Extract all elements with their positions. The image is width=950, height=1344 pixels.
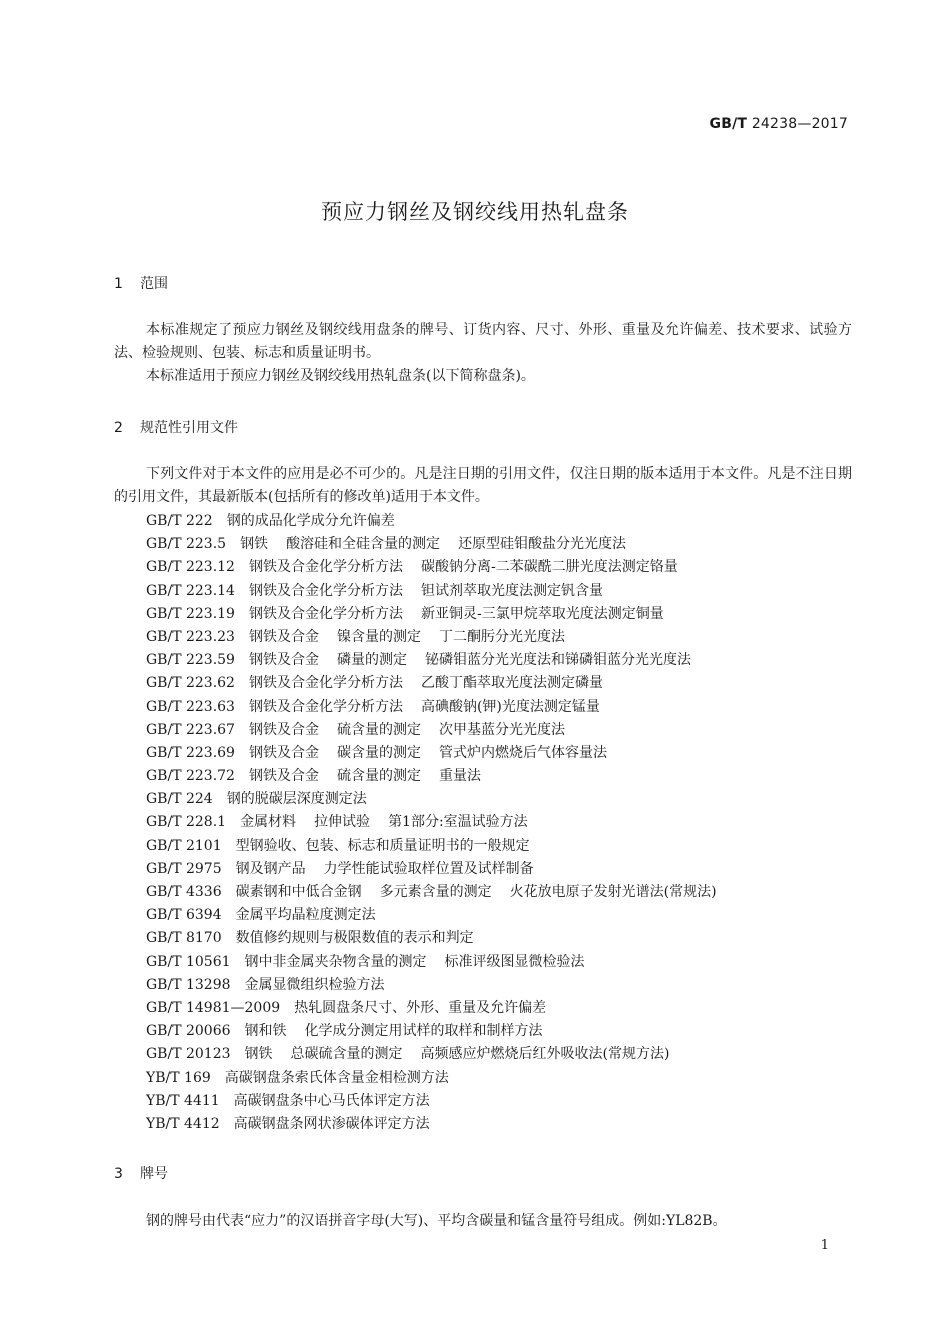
reference-item: [146, 1113, 735, 1136]
reference-title-part: 化学成分测定用试样的取样和制样方法: [304, 1023, 543, 1040]
reference-item: [146, 626, 735, 649]
reference-title-part: 硫含量的测定: [336, 768, 421, 785]
reference-item: [146, 858, 735, 881]
reference-title-part: 次甲基蓝分光光度法: [438, 721, 565, 738]
reference-code: YB/T 4412: [146, 1115, 220, 1132]
reference-code: GB/T 223.69: [146, 744, 235, 761]
reference-title-part: 型钢验收、包装、标志和质量证明书的一般规定: [235, 837, 530, 854]
references-intro-paragraph: 下列文件对于本文件的应用是必不可少的。凡是注日期的引用文件，仅注日期的版本适用于本文件。凡是不注日期的引用文件，其最新版本(包括所有的修改单)适用于本文件。: [114, 466, 852, 505]
reference-title-part: 钢铁及合金化学分析方法: [248, 675, 403, 692]
reference-item: [146, 533, 735, 556]
reference-list: [146, 510, 735, 1136]
grades-paragraph: 钢的牌号由代表“应力”的汉语拼音字母(大写)、平均含碳量和锰含量符号组成。例如:YL82B。: [146, 1213, 727, 1229]
reference-title-part: 磷量的测定: [336, 652, 407, 669]
reference-title-part: 钢铁及合金化学分析方法: [248, 605, 403, 622]
reference-title-part: 酸溶硅和全硅含量的测定: [286, 536, 441, 553]
reference-code: GB/T 223.14: [146, 582, 235, 599]
reference-title-part: 碳素钢和中低合金钢: [235, 884, 362, 900]
reference-item: [146, 997, 735, 1020]
reference-item: [146, 835, 735, 858]
reference-title-part: 高碳钢盘条网状渗碳体评定方法: [233, 1115, 430, 1132]
reference-title-part: 钢铁及合金: [248, 744, 319, 761]
reference-title-part: 镍含量的测定: [336, 628, 421, 645]
page-number: 1: [820, 1238, 829, 1253]
reference-title-part: 硫含量的测定: [336, 721, 421, 738]
reference-code: YB/T 169: [146, 1069, 211, 1086]
reference-title-part: 钢铁: [240, 536, 269, 553]
reference-title-part: 钢铁: [244, 1046, 273, 1063]
reference-code: GB/T 6394: [146, 907, 222, 924]
scope-paragraph-2: 本标准适用于预应力钢丝及钢绞线用热轧盘条(以下简称盘条)。: [146, 368, 535, 384]
reference-item: [146, 603, 735, 626]
reference-code: GB/T 223.12: [146, 559, 235, 576]
section-heading-grades: [114, 1163, 168, 1183]
reference-item: [146, 672, 735, 695]
reference-item: [146, 510, 735, 533]
section-title: 规范性引用文件: [140, 420, 238, 436]
section-number: 3: [114, 1166, 123, 1182]
reference-title-part: 金属材料: [240, 814, 297, 831]
reference-title-part: 热轧圆盘条尺寸、外形、重量及允许偏差: [294, 999, 547, 1016]
reference-code: GB/T 20066: [146, 1023, 231, 1040]
reference-code: GB/T 8170: [146, 930, 222, 947]
reference-title-part: 高碳钢盘条索氏体含量金相检测方法: [224, 1069, 449, 1086]
reference-item: [146, 811, 735, 834]
reference-item: [146, 951, 735, 974]
reference-title-part: 多元素含量的测定: [379, 884, 492, 900]
reference-title-part: 拉伸试验: [314, 814, 371, 831]
reference-code: GB/T 2975: [146, 860, 222, 877]
reference-title-part: 金属显微组织检验方法: [244, 976, 385, 993]
scope-paragraph-1: 本标准规定了预应力钢丝及钢绞线用盘条的牌号、订货内容、尺寸、外形、重量及允许偏差、技术要求、试验方法、检验规则、包装、标志和质量证明书。: [114, 322, 852, 361]
reference-item: [146, 580, 735, 603]
reference-item: [146, 765, 735, 788]
reference-title-part: 钢铁及合金: [248, 721, 319, 738]
standard-code: [710, 116, 848, 132]
reference-title-part: 铋磷钼蓝分光光度法和锑磷钼蓝分光光度法: [424, 652, 691, 669]
reference-item: [146, 1067, 735, 1090]
reference-code: GB/T 224: [146, 791, 213, 808]
section-heading-normative-references: [114, 417, 238, 437]
reference-item: [146, 556, 735, 579]
reference-code: GB/T 223.59: [146, 652, 235, 669]
reference-title-part: 钢铁及合金化学分析方法: [248, 582, 403, 599]
reference-title-part: 钢铁及合金: [248, 628, 319, 645]
reference-title-part: 重量法: [438, 768, 481, 785]
reference-title-part: 火花放电原子发射光谱法(常规法): [509, 884, 717, 900]
reference-code: GB/T 223.19: [146, 605, 235, 622]
reference-code: GB/T 13298: [146, 976, 231, 993]
reference-title-part: 钢的脱碳层深度测定法: [226, 791, 367, 808]
reference-item: [146, 881, 735, 904]
reference-code: GB/T 14981—2009: [146, 999, 281, 1016]
reference-code: GB/T 223.63: [146, 698, 235, 715]
reference-title-part: 力学性能试验取样位置及试样制备: [323, 860, 534, 877]
reference-item: [146, 788, 735, 811]
reference-title-part: 数值修约规则与极限数值的表示和判定: [235, 930, 474, 947]
reference-code: GB/T 223.5: [146, 536, 227, 553]
reference-title-part: 钢中非金属夹杂物含量的测定: [244, 953, 427, 970]
reference-item: [146, 1090, 735, 1113]
reference-item: [146, 1020, 735, 1043]
document-title: 预应力钢丝及钢绞线用热轧盘条: [321, 200, 629, 224]
reference-title-part: 还原型硅钼酸盐分光光度法: [458, 536, 627, 553]
reference-title-part: 钢铁及合金: [248, 768, 319, 785]
reference-item: [146, 742, 735, 765]
reference-code: GB/T 228.1: [146, 814, 227, 831]
reference-title-part: 管式炉内燃烧后气体容量法: [438, 744, 607, 761]
section-title: 范围: [140, 276, 168, 292]
reference-code: GB/T 2101: [146, 837, 222, 854]
reference-item: [146, 927, 735, 950]
reference-code: GB/T 223.67: [146, 721, 235, 738]
section-number: 2: [114, 420, 123, 436]
section-title: 牌号: [140, 1166, 168, 1182]
section-heading-scope: [114, 273, 168, 293]
reference-item: [146, 904, 735, 927]
reference-title-part: 钢铁及合金化学分析方法: [248, 559, 403, 576]
reference-code: GB/T 222: [146, 513, 213, 529]
reference-title-part: 高频感应炉燃烧后红外吸收法(常规方法): [420, 1046, 670, 1063]
reference-title-part: 标准评级图显微检验法: [444, 953, 585, 970]
reference-title-part: 高碘酸钠(钾)光度法测定锰量: [420, 698, 600, 715]
reference-title-part: 碳含量的测定: [336, 744, 421, 761]
reference-item: [146, 1043, 735, 1066]
reference-title-part: 钢及钢产品: [235, 860, 306, 877]
reference-title-part: 第1部分:室温试验方法: [388, 814, 528, 831]
reference-title-part: 乙酸丁酯萃取光度法测定磷量: [420, 675, 603, 692]
reference-item: [146, 696, 735, 719]
reference-code: GB/T 223.23: [146, 628, 235, 645]
reference-title-part: 碳酸钠分离-二苯碳酰二肼光度法测定铬量: [420, 559, 678, 576]
reference-code: GB/T 10561: [146, 953, 231, 970]
reference-title-part: 金属平均晶粒度测定法: [235, 907, 376, 924]
reference-code: GB/T 4336: [146, 884, 222, 900]
reference-code: GB/T 223.72: [146, 768, 235, 785]
reference-title-part: 高碳钢盘条中心马氏体评定方法: [233, 1092, 430, 1109]
reference-code: GB/T 20123: [146, 1046, 231, 1063]
standard-prefix: GB/T: [709, 116, 748, 132]
standard-number: 24238—2017: [751, 116, 848, 132]
reference-title-part: 总碳硫含量的测定: [290, 1046, 403, 1063]
reference-item: [146, 719, 735, 742]
reference-title-part: 钢的成品化学成分允许偏差: [226, 513, 395, 529]
section-number: 1: [114, 276, 123, 292]
reference-code: YB/T 4411: [146, 1092, 220, 1109]
reference-title-part: 钢铁及合金化学分析方法: [248, 698, 403, 715]
reference-title-part: 钽试剂萃取光度法测定钒含量: [420, 582, 603, 599]
reference-item: [146, 649, 735, 672]
reference-item: [146, 974, 735, 997]
reference-title-part: 丁二酮肟分光光度法: [438, 628, 565, 645]
reference-title-part: 钢铁及合金: [248, 652, 319, 669]
reference-title-part: 新亚铜灵-三氯甲烷萃取光度法测定铜量: [420, 605, 664, 622]
reference-code: GB/T 223.62: [146, 675, 235, 692]
reference-title-part: 钢和铁: [244, 1023, 287, 1040]
